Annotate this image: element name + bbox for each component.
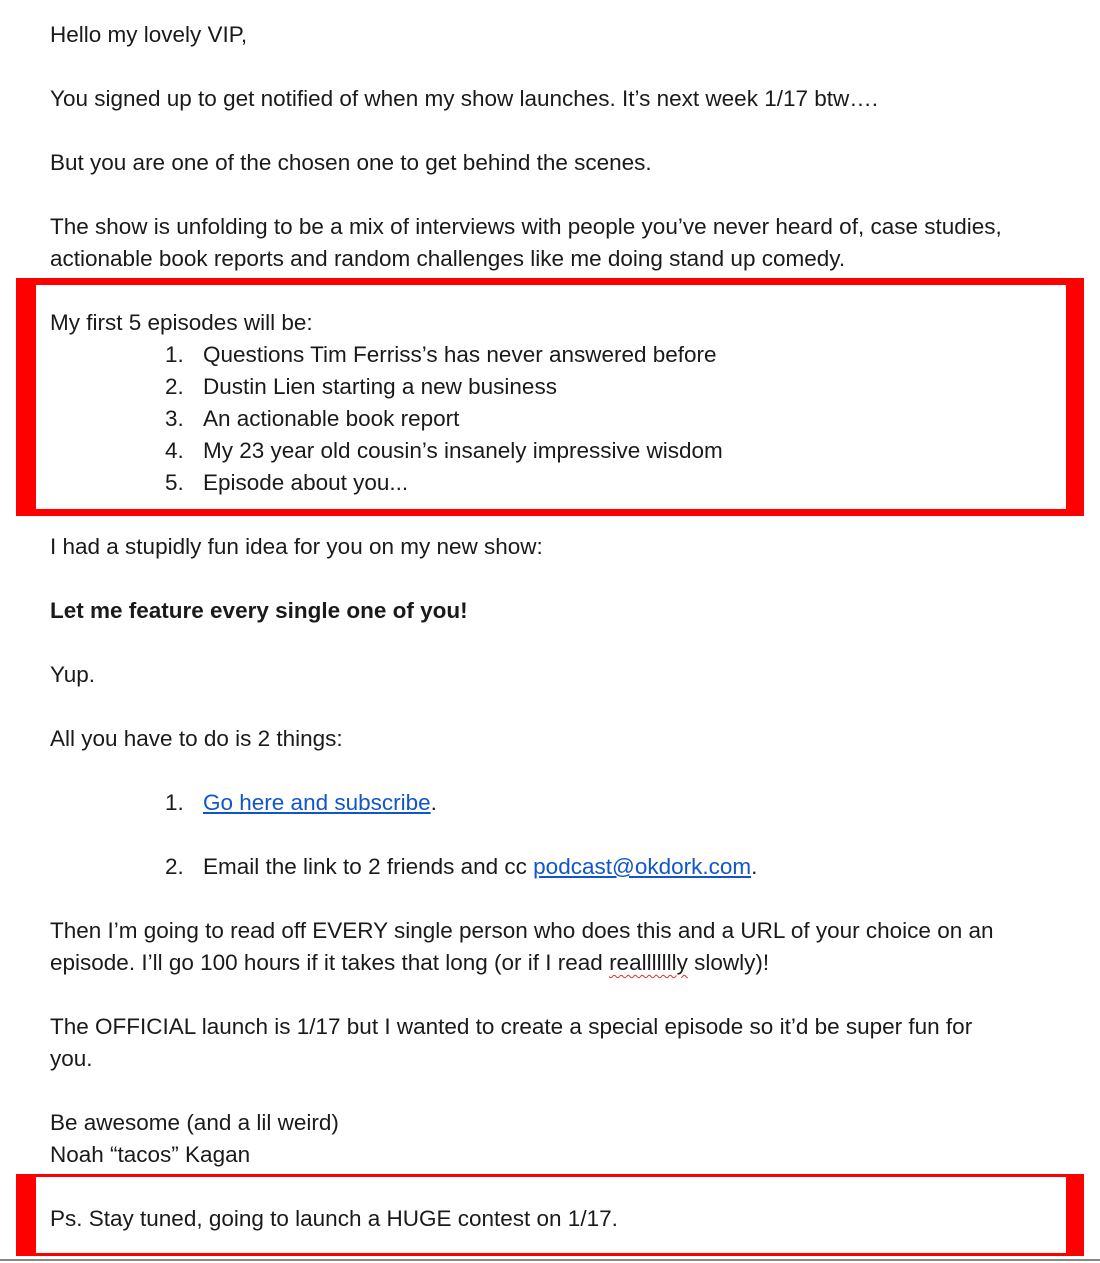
list-item-text: An actionable book report — [203, 406, 460, 431]
postscript: Ps. Stay tuned, going to launch a HUGE contest on 1/17. — [50, 1206, 618, 1231]
signoff-line: Be awesome (and a lil weird) — [50, 1110, 339, 1135]
text-segment: slowly)! — [687, 950, 770, 975]
list-item-suffix: . — [751, 854, 758, 879]
podcast-email-link[interactable]: podcast@okdork.com — [533, 854, 752, 879]
paragraph-yup: Yup. — [50, 662, 96, 687]
list-item — [165, 371, 557, 403]
list-item-number: 1. — [165, 790, 184, 815]
list-item — [165, 403, 459, 435]
list-item-number: 3. — [165, 406, 184, 431]
paragraph-read-off-line1: Then I’m going to read off EVERY single person who does this and a URL of your choice on an — [50, 918, 994, 943]
list-item-number: 4. — [165, 438, 184, 463]
list-item-text: My 23 year old cousin’s insanely impressive wisdom — [203, 438, 723, 463]
list-item — [165, 339, 717, 371]
list-item-text: Episode about you... — [203, 470, 409, 495]
paragraph-official-launch-line2: you. — [50, 1046, 93, 1071]
list-item — [165, 787, 437, 819]
list-item — [165, 467, 408, 499]
misspelled-word[interactable]: reallllllly — [609, 950, 688, 975]
paragraph-official-launch-line1: The OFFICIAL launch is 1/17 but I wanted to create a special episode so it’d be super fun for — [50, 1014, 973, 1039]
paragraph-launch-notice: You signed up to get notified of when my show launches. It’s next week 1/17 btw…. — [50, 86, 879, 111]
list-item-number: 1. — [165, 342, 184, 367]
list-item — [165, 851, 757, 883]
bottom-divider — [0, 1259, 1100, 1261]
paragraph-show-description-line1: The show is unfolding to be a mix of interviews with people you’ve never heard of, case studies, — [50, 214, 1002, 239]
list-item-number: 5. — [165, 470, 184, 495]
paragraph-behind-scenes: But you are one of the chosen one to get behind the scenes. — [50, 150, 652, 175]
paragraph-read-off-line2 — [50, 947, 769, 979]
list-item-suffix: . — [430, 790, 437, 815]
subscribe-link[interactable]: Go here and subscribe — [203, 790, 431, 815]
text-segment: episode. I’ll go 100 hours if it takes that long (or if I read — [50, 950, 610, 975]
paragraph-feature-callout: Let me feature every single one of you! — [50, 598, 468, 623]
paragraph-fun-idea: I had a stupidly fun idea for you on my new show: — [50, 534, 543, 559]
list-item-text: Dustin Lien starting a new business — [203, 374, 557, 399]
list-item-number: 2. — [165, 854, 184, 879]
paragraph-show-description-line2: actionable book reports and random challenges like me doing stand up comedy. — [50, 246, 846, 271]
greeting: Hello my lovely VIP, — [50, 22, 248, 47]
signature: Noah “tacos” Kagan — [50, 1142, 251, 1167]
paragraph-two-things: All you have to do is 2 things: — [50, 726, 343, 751]
episodes-heading: My first 5 episodes will be: — [50, 310, 313, 335]
list-item-text: Questions Tim Ferriss’s has never answered before — [203, 342, 717, 367]
list-item-number: 2. — [165, 374, 184, 399]
list-item — [165, 435, 723, 467]
list-item-text: Email the link to 2 friends and cc — [203, 854, 534, 879]
